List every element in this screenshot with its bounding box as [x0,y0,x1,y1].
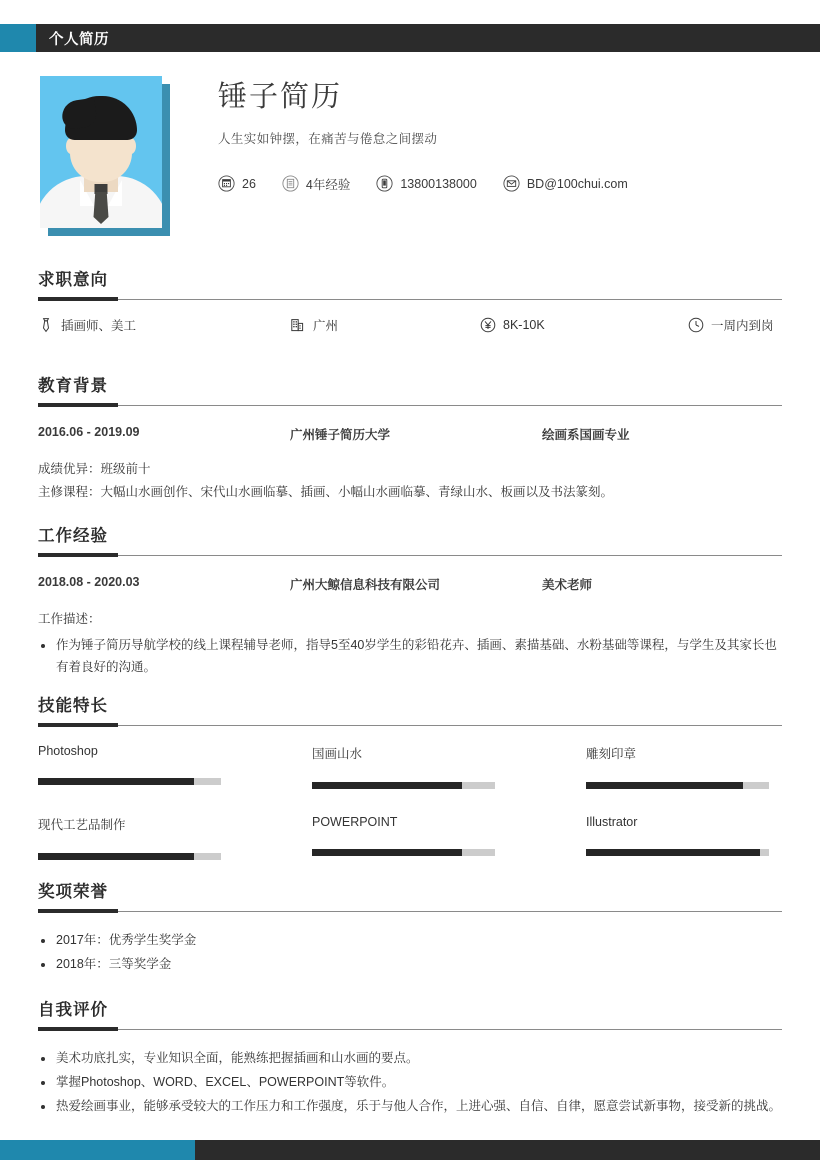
section-evaluation-head [38,1000,782,1030]
list-item: 作为锤子简历导航学校的线上课程辅导老师，指导5至40岁学生的彩铅花卉、插画、素描基础、水粉基础等课程，与学生及其家长也有着良好的沟通。 [38,635,782,679]
education-org: 广州锤子简历大学 [290,428,391,442]
avatar-illustration [40,76,162,228]
building-icon [290,317,306,333]
work-details [38,609,782,679]
section-education-head [38,376,782,406]
section-rule [38,1029,782,1030]
section-skills [38,696,782,886]
section-rule-strong [38,297,118,301]
work-company: 广州大鲸信息科技有限公司 [290,578,441,592]
work-bullet-list [38,635,782,679]
person-motto: 人生实如钟摆，在痛苦与倦怠之间摆动 [218,131,438,146]
section-rule [38,405,782,406]
skill-name: Photoshop [38,744,98,758]
banner-title: 个人简历 [49,31,109,48]
envelope-icon [503,175,520,192]
intention-position-value: 插画师、美工 [61,319,137,333]
list-item: 2018年：三等奖学金 [38,954,782,976]
section-rule-strong [38,1027,118,1031]
education-details [38,459,782,504]
skill-progress-track [586,849,769,856]
section-rule [38,911,782,912]
experience-icon [282,175,299,192]
skill-progress-track [38,853,221,860]
skill-progress-fill [38,778,194,785]
skill-item [38,815,312,860]
skill-progress-track [312,849,495,856]
section-rule-strong [38,909,118,913]
intention-salary [480,316,688,334]
intention-availability [688,316,774,334]
work-entry-row [38,575,782,593]
tie-icon [38,317,54,333]
intention-row [38,316,782,334]
section-rule [38,725,782,726]
skill-item [38,744,312,789]
education-line-courses: 主修课程：大幅山水画创作、宋代山水画临摹、插画、小幅山水画临摹、青绿山水、板画以及书法篆刻。 [38,484,614,499]
section-rule-strong [38,723,118,727]
skills-grid [38,744,782,886]
section-awards-head [38,882,782,912]
section-rule-strong [38,403,118,407]
skill-progress-fill [312,782,462,789]
list-item: 美术功底扎实，专业知识全面，能熟练把握插画和山水画的要点。 [38,1048,782,1070]
section-evaluation-title: 自我评价 [38,1001,108,1019]
intention-availability-value: 一周内到岗 [711,319,774,333]
footer-bar [0,1140,820,1160]
skill-item [312,744,586,789]
profile-block [40,76,780,236]
section-education [38,376,782,505]
banner-accent-block [0,24,36,52]
work-description-label: 工作描述： [38,612,101,626]
list-item: 热爱绘画事业，能够承受较大的工作压力和工作强度，乐于与他人合作，上进心强、自信、自律，愿意尝试新事物，接受新的挑战。 [38,1096,782,1118]
evaluation-list [38,1048,782,1118]
intention-salary-value: 8K-10K [503,318,545,332]
footer-dark-block [195,1140,820,1160]
intention-position [38,316,290,334]
section-rule-strong [38,553,118,557]
section-intention-title: 求职意向 [38,271,108,289]
section-rule [38,555,782,556]
education-entry-row [38,425,782,443]
skill-name: 现代工艺品制作 [38,818,126,832]
contact-row [218,175,780,193]
contact-age [218,175,256,192]
section-education-title: 教育背景 [38,377,108,395]
skill-progress-fill [312,849,462,856]
work-date: 2018.08 - 2020.03 [38,575,140,589]
banner-bar [36,24,820,52]
list-item: 掌握Photoshop、WORD、EXCEL、POWERPOINT等软件。 [38,1072,782,1094]
yen-icon [480,317,496,333]
skill-name: POWERPOINT [312,815,398,829]
section-work-head [38,526,782,556]
contact-email-value: BD@100chui.com [526,176,628,191]
skill-progress-track [586,782,769,789]
section-intention-head [38,270,782,300]
avatar [40,76,170,236]
contact-phone [376,175,476,192]
section-rule [38,299,782,300]
contact-age-value: 26 [242,176,256,191]
skill-progress-fill [586,782,743,789]
intention-city-value: 广州 [313,319,339,333]
intention-city [290,316,480,334]
contact-experience-value: 4年经验 [305,177,351,192]
skill-item [312,815,586,860]
skill-name: 国画山水 [312,747,363,761]
section-awards-title: 奖项荣誉 [38,883,108,901]
skill-name: Illustrator [586,815,638,829]
contact-phone-value: 13800138000 [400,176,477,191]
skill-progress-fill [586,849,760,856]
top-banner [0,24,820,52]
work-role: 美术老师 [542,578,593,592]
section-awards [38,882,782,978]
education-date: 2016.06 - 2019.09 [38,425,140,439]
skill-item [586,815,782,860]
list-item: 2017年：优秀学生奖学金 [38,930,782,952]
section-skills-title: 技能特长 [38,697,108,715]
education-line-grades: 成绩优异：班级前十 [38,462,151,476]
skill-progress-track [38,778,221,785]
section-intention [38,270,782,334]
section-work [38,526,782,681]
education-major: 绘画系国画专业 [542,428,630,442]
calendar-icon [218,175,235,192]
skill-progress-fill [38,853,194,860]
clock-icon [688,317,704,333]
skill-item [586,744,782,789]
footer-accent-block [0,1140,195,1160]
awards-list [38,930,782,976]
contact-experience [282,175,350,193]
phone-icon [376,175,393,192]
section-skills-head [38,696,782,726]
section-evaluation [38,1000,782,1120]
skill-progress-track [312,782,495,789]
contact-email [503,175,628,192]
profile-info [218,76,780,193]
section-work-title: 工作经验 [38,527,108,545]
person-name: 锤子简历 [218,81,343,113]
skill-name: 雕刻印章 [586,747,637,761]
